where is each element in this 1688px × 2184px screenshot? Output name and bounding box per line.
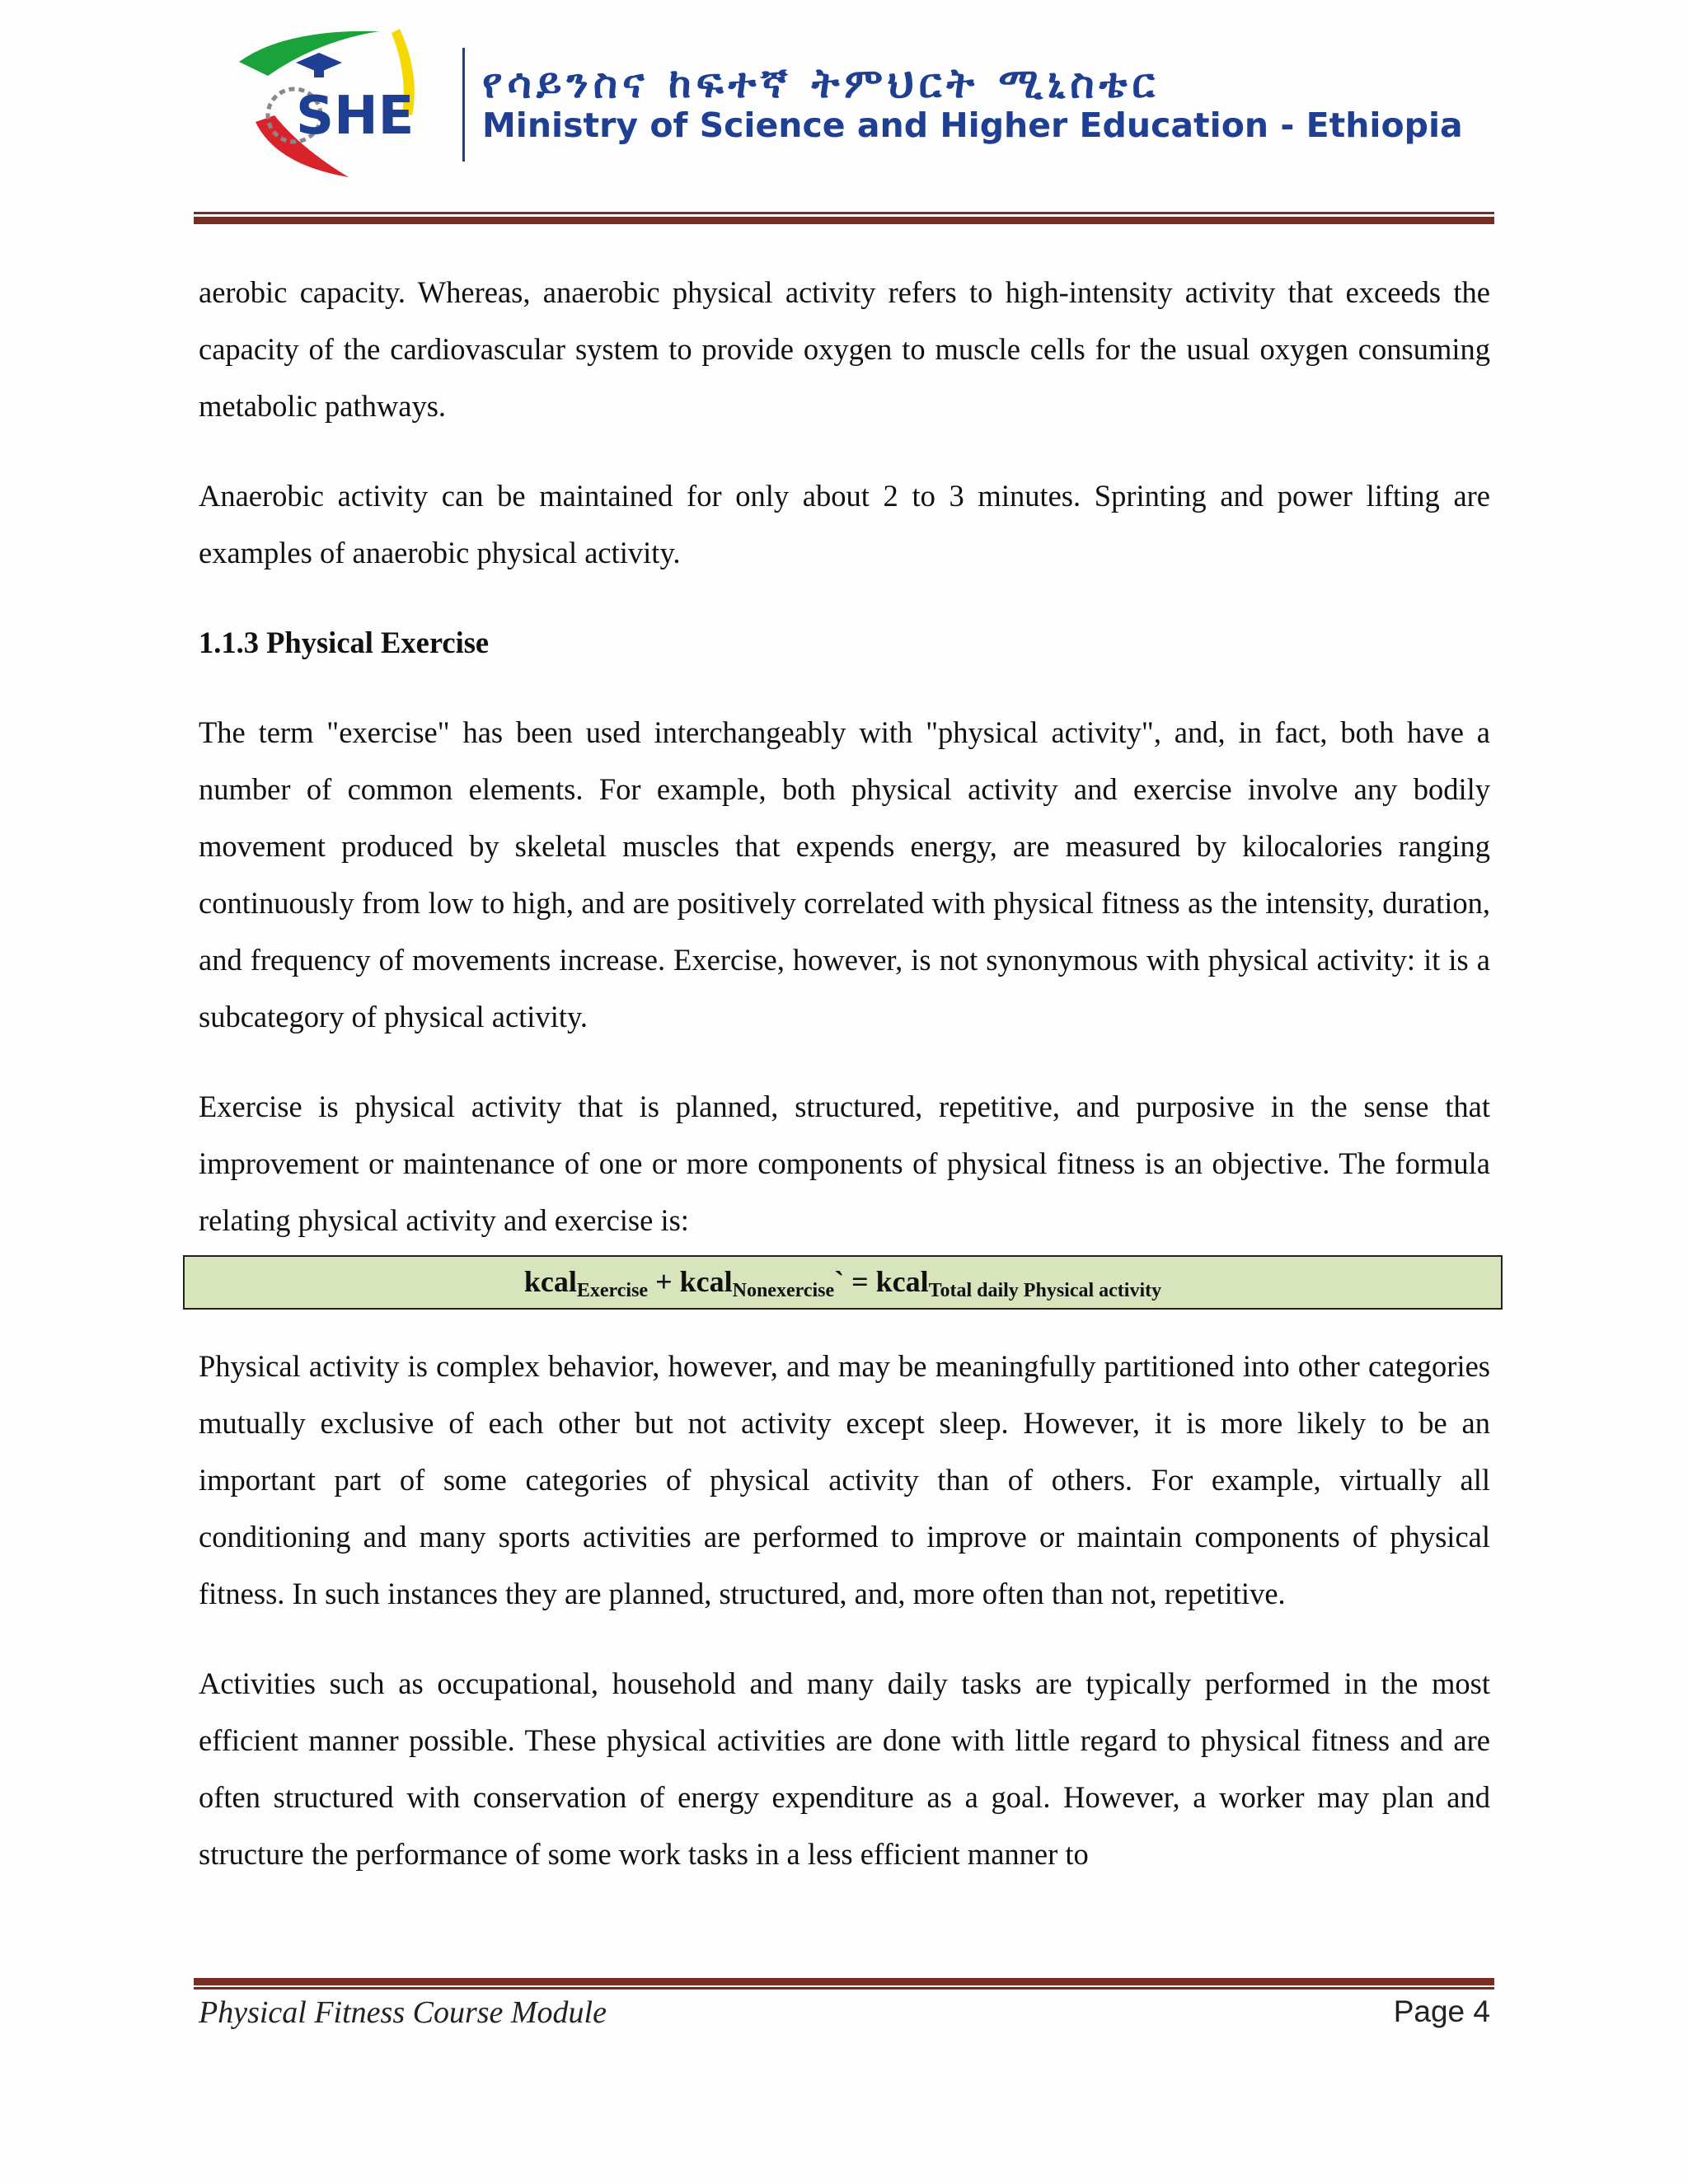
paragraph-anaerobic: Anaerobic activity can be maintained for only about 2 to 3 minutes. Sprinting and power lifting are examples of anaerobic physical activity.	[199, 479, 1490, 569]
formula-term-nonexercise: kcal	[679, 1265, 733, 1298]
formula-sub-total: Total daily Physical activity	[928, 1280, 1162, 1301]
formula-term-exercise: kcal	[523, 1265, 577, 1298]
footer-rule-thin	[194, 1987, 1494, 1990]
paragraph-aerobic: aerobic capacity. Whereas, anaerobic physical activity refers to high-intensity activity that exceeds the capacity of the cardiovascular system to provide oxygen to muscle cells for the usual oxygen consuming metabolic pathways.	[199, 275, 1490, 423]
footer-page-number: Page 4	[1393, 1994, 1490, 2028]
header-rule-thin	[194, 212, 1494, 214]
formula-equals: =	[844, 1265, 876, 1298]
page-header	[0, 0, 1688, 231]
ministry-name-english: Ministry of Science and Higher Education - Ethiopia	[482, 105, 1463, 145]
ministry-name-amharic: የሳይንስና ከፍተኛ ትምህርት ሚኒስቴር	[482, 59, 1160, 107]
she-logo	[235, 25, 457, 181]
formula-box	[183, 1255, 1503, 1310]
formula-plus: +	[648, 1265, 680, 1298]
logo-divider	[462, 48, 465, 162]
she-logo-graphic	[235, 25, 457, 181]
paragraph-exercise-definition: Exercise is physical activity that is planned, structured, repetitive, and purposive in the sense that improvement or maintenance of one or more components of physical fitness is an objective. The formula relating physical activity and exercise is:	[199, 1090, 1490, 1237]
formula-sub-nonexercise: Nonexercise	[732, 1280, 835, 1301]
footer-module-title: Physical Fitness Course Module	[199, 1995, 607, 2030]
formula-backtick: `	[834, 1265, 845, 1298]
paragraph-complex-behavior: Physical activity is complex behavior, however, and may be meaningfully partitioned into other categories mutually exclusive of each other but not activity except sleep. However, it is more likely to be an important part of some categories of physical activity than of others. For example, virtually all conditioning and many sports activities are performed to improve or maintain components of physical fitness. In such instances they are planned, structured, and, more often than not, repetitive.	[199, 1349, 1490, 1610]
paragraph-occupational: Activities such as occupational, household and many daily tasks are typically performed in the most efficient manner possible. These physical activities are done with little regard to physical fitness and are often structured with conservation of energy expenditure as a goal. However, a worker may plan and structure the performance of some work tasks in a less efficient manner to	[199, 1666, 1490, 1871]
logo-text: SHE	[296, 86, 415, 147]
formula-term-total: kcal	[875, 1265, 929, 1298]
section-heading: 1.1.3 Physical Exercise	[199, 626, 490, 659]
page-body	[199, 264, 1490, 1915]
paragraph-exercise-term: The term "exercise" has been used interchangeably with "physical activity", and, in fact, both have a number of common elements. For example, both physical activity and exercise involve any bodily movement produced by skeletal muscles that expends energy, are measured by kilocalories ranging continuously from low to high, and are positively correlated with physical fitness as the intensity, duration, and frequency of movements increase. Exercise, however, is not synonymous with physical activity: it is a subcategory of physical activity.	[199, 715, 1490, 1033]
footer-rule-thick	[194, 1978, 1494, 1985]
formula-sub-exercise: Exercise	[576, 1280, 649, 1301]
header-rule-thick	[194, 217, 1494, 224]
